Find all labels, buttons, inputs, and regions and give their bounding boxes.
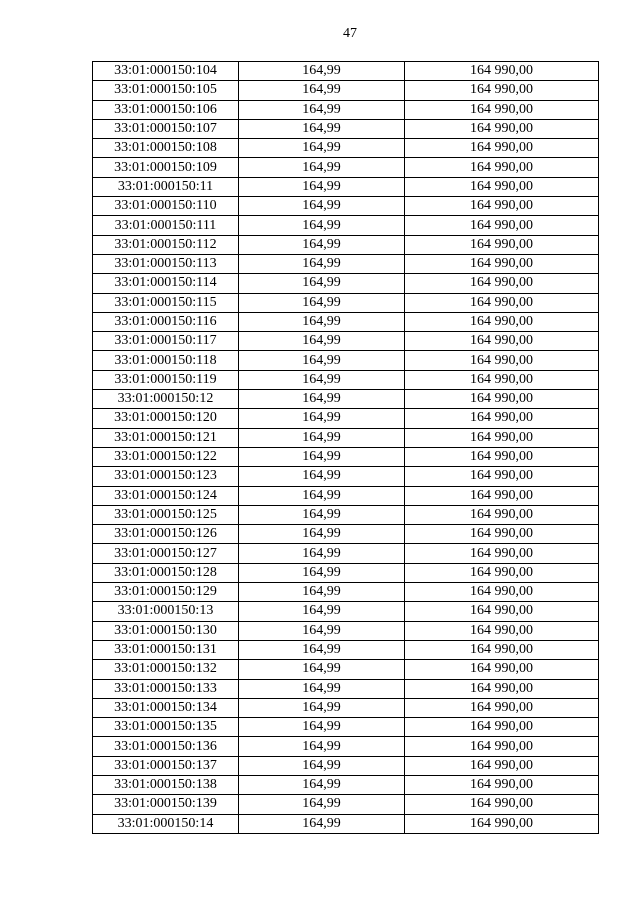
value-cell: 164 990,00 (405, 139, 599, 158)
area-cell: 164,99 (239, 544, 405, 563)
table-row (93, 158, 599, 177)
cadastral-number-cell: 33:01:000150:118 (93, 351, 239, 370)
cadastral-number-cell: 33:01:000150:110 (93, 197, 239, 216)
area-cell: 164,99 (239, 525, 405, 544)
cadastral-number-cell: 33:01:000150:116 (93, 312, 239, 331)
table-row (93, 293, 599, 312)
table-row (93, 428, 599, 447)
cadastral-table-container (92, 61, 599, 834)
area-cell: 164,99 (239, 737, 405, 756)
cadastral-number-cell: 33:01:000150:14 (93, 814, 239, 833)
cadastral-number-cell: 33:01:000150:139 (93, 795, 239, 814)
cadastral-number-cell: 33:01:000150:132 (93, 660, 239, 679)
area-cell: 164,99 (239, 100, 405, 119)
cadastral-number-cell: 33:01:000150:127 (93, 544, 239, 563)
table-row (93, 795, 599, 814)
cadastral-number-cell: 33:01:000150:129 (93, 583, 239, 602)
value-cell: 164 990,00 (405, 62, 599, 81)
value-cell: 164 990,00 (405, 100, 599, 119)
cadastral-number-cell: 33:01:000150:137 (93, 756, 239, 775)
area-cell: 164,99 (239, 409, 405, 428)
cadastral-table (92, 61, 599, 834)
area-cell: 164,99 (239, 390, 405, 409)
area-cell: 164,99 (239, 698, 405, 717)
value-cell: 164 990,00 (405, 332, 599, 351)
area-cell: 164,99 (239, 428, 405, 447)
value-cell: 164 990,00 (405, 351, 599, 370)
area-cell: 164,99 (239, 235, 405, 254)
value-cell: 164 990,00 (405, 119, 599, 138)
area-cell: 164,99 (239, 563, 405, 582)
area-cell: 164,99 (239, 351, 405, 370)
area-cell: 164,99 (239, 640, 405, 659)
table-row (93, 370, 599, 389)
cadastral-number-cell: 33:01:000150:11 (93, 177, 239, 196)
value-cell: 164 990,00 (405, 814, 599, 833)
table-row (93, 254, 599, 273)
area-cell: 164,99 (239, 62, 405, 81)
value-cell: 164 990,00 (405, 660, 599, 679)
cadastral-number-cell: 33:01:000150:112 (93, 235, 239, 254)
table-row (93, 583, 599, 602)
area-cell: 164,99 (239, 621, 405, 640)
cadastral-number-cell: 33:01:000150:108 (93, 139, 239, 158)
area-cell: 164,99 (239, 447, 405, 466)
cadastral-number-cell: 33:01:000150:109 (93, 158, 239, 177)
table-row (93, 447, 599, 466)
value-cell: 164 990,00 (405, 795, 599, 814)
page-number: 47 (343, 26, 357, 41)
area-cell: 164,99 (239, 312, 405, 331)
value-cell: 164 990,00 (405, 467, 599, 486)
cadastral-number-cell: 33:01:000150:131 (93, 640, 239, 659)
cadastral-number-cell: 33:01:000150:111 (93, 216, 239, 235)
cadastral-number-cell: 33:01:000150:120 (93, 409, 239, 428)
value-cell: 164 990,00 (405, 235, 599, 254)
value-cell: 164 990,00 (405, 679, 599, 698)
table-row (93, 351, 599, 370)
cadastral-number-cell: 33:01:000150:134 (93, 698, 239, 717)
table-row (93, 235, 599, 254)
table-row (93, 698, 599, 717)
table-row (93, 486, 599, 505)
table-row (93, 139, 599, 158)
value-cell: 164 990,00 (405, 602, 599, 621)
value-cell: 164 990,00 (405, 718, 599, 737)
cadastral-number-cell: 33:01:000150:114 (93, 274, 239, 293)
table-row (93, 718, 599, 737)
value-cell: 164 990,00 (405, 216, 599, 235)
table-row (93, 197, 599, 216)
area-cell: 164,99 (239, 505, 405, 524)
table-row (93, 814, 599, 833)
area-cell: 164,99 (239, 370, 405, 389)
cadastral-number-cell: 33:01:000150:12 (93, 390, 239, 409)
value-cell: 164 990,00 (405, 486, 599, 505)
cadastral-number-cell: 33:01:000150:104 (93, 62, 239, 81)
table-row (93, 119, 599, 138)
cadastral-number-cell: 33:01:000150:106 (93, 100, 239, 119)
table-row (93, 505, 599, 524)
cadastral-number-cell: 33:01:000150:124 (93, 486, 239, 505)
table-row (93, 62, 599, 81)
value-cell: 164 990,00 (405, 428, 599, 447)
area-cell: 164,99 (239, 583, 405, 602)
area-cell: 164,99 (239, 775, 405, 794)
value-cell: 164 990,00 (405, 158, 599, 177)
cadastral-number-cell: 33:01:000150:13 (93, 602, 239, 621)
value-cell: 164 990,00 (405, 197, 599, 216)
cadastral-number-cell: 33:01:000150:117 (93, 332, 239, 351)
table-row (93, 467, 599, 486)
area-cell: 164,99 (239, 139, 405, 158)
table-row (93, 332, 599, 351)
table-row (93, 544, 599, 563)
area-cell: 164,99 (239, 274, 405, 293)
table-row (93, 177, 599, 196)
cadastral-number-cell: 33:01:000150:133 (93, 679, 239, 698)
area-cell: 164,99 (239, 254, 405, 273)
table-row (93, 602, 599, 621)
cadastral-number-cell: 33:01:000150:122 (93, 447, 239, 466)
table-row (93, 100, 599, 119)
value-cell: 164 990,00 (405, 583, 599, 602)
area-cell: 164,99 (239, 216, 405, 235)
area-cell: 164,99 (239, 718, 405, 737)
area-cell: 164,99 (239, 81, 405, 100)
value-cell: 164 990,00 (405, 370, 599, 389)
cadastral-number-cell: 33:01:000150:135 (93, 718, 239, 737)
cadastral-number-cell: 33:01:000150:125 (93, 505, 239, 524)
table-row (93, 621, 599, 640)
value-cell: 164 990,00 (405, 312, 599, 331)
table-row (93, 81, 599, 100)
table-row (93, 390, 599, 409)
value-cell: 164 990,00 (405, 390, 599, 409)
table-row (93, 312, 599, 331)
value-cell: 164 990,00 (405, 177, 599, 196)
value-cell: 164 990,00 (405, 409, 599, 428)
value-cell: 164 990,00 (405, 640, 599, 659)
area-cell: 164,99 (239, 293, 405, 312)
cadastral-number-cell: 33:01:000150:130 (93, 621, 239, 640)
value-cell: 164 990,00 (405, 775, 599, 794)
area-cell: 164,99 (239, 814, 405, 833)
cadastral-number-cell: 33:01:000150:123 (93, 467, 239, 486)
area-cell: 164,99 (239, 332, 405, 351)
cadastral-number-cell: 33:01:000150:126 (93, 525, 239, 544)
table-row (93, 660, 599, 679)
table-row (93, 737, 599, 756)
area-cell: 164,99 (239, 486, 405, 505)
cadastral-number-cell: 33:01:000150:136 (93, 737, 239, 756)
table-row (93, 756, 599, 775)
table-row (93, 525, 599, 544)
value-cell: 164 990,00 (405, 737, 599, 756)
cadastral-number-cell: 33:01:000150:121 (93, 428, 239, 447)
table-row (93, 274, 599, 293)
value-cell: 164 990,00 (405, 447, 599, 466)
value-cell: 164 990,00 (405, 525, 599, 544)
cadastral-number-cell: 33:01:000150:128 (93, 563, 239, 582)
area-cell: 164,99 (239, 177, 405, 196)
value-cell: 164 990,00 (405, 698, 599, 717)
area-cell: 164,99 (239, 197, 405, 216)
table-row (93, 679, 599, 698)
area-cell: 164,99 (239, 679, 405, 698)
value-cell: 164 990,00 (405, 563, 599, 582)
area-cell: 164,99 (239, 158, 405, 177)
cadastral-number-cell: 33:01:000150:115 (93, 293, 239, 312)
table-body (93, 62, 599, 834)
value-cell: 164 990,00 (405, 81, 599, 100)
area-cell: 164,99 (239, 467, 405, 486)
area-cell: 164,99 (239, 119, 405, 138)
table-row (93, 216, 599, 235)
area-cell: 164,99 (239, 602, 405, 621)
area-cell: 164,99 (239, 795, 405, 814)
table-row (93, 775, 599, 794)
value-cell: 164 990,00 (405, 756, 599, 775)
value-cell: 164 990,00 (405, 274, 599, 293)
value-cell: 164 990,00 (405, 544, 599, 563)
value-cell: 164 990,00 (405, 293, 599, 312)
cadastral-number-cell: 33:01:000150:119 (93, 370, 239, 389)
cadastral-number-cell: 33:01:000150:107 (93, 119, 239, 138)
value-cell: 164 990,00 (405, 505, 599, 524)
cadastral-number-cell: 33:01:000150:105 (93, 81, 239, 100)
cadastral-number-cell: 33:01:000150:113 (93, 254, 239, 273)
cadastral-number-cell: 33:01:000150:138 (93, 775, 239, 794)
table-row (93, 640, 599, 659)
table-row (93, 409, 599, 428)
value-cell: 164 990,00 (405, 621, 599, 640)
table-row (93, 563, 599, 582)
area-cell: 164,99 (239, 660, 405, 679)
area-cell: 164,99 (239, 756, 405, 775)
value-cell: 164 990,00 (405, 254, 599, 273)
